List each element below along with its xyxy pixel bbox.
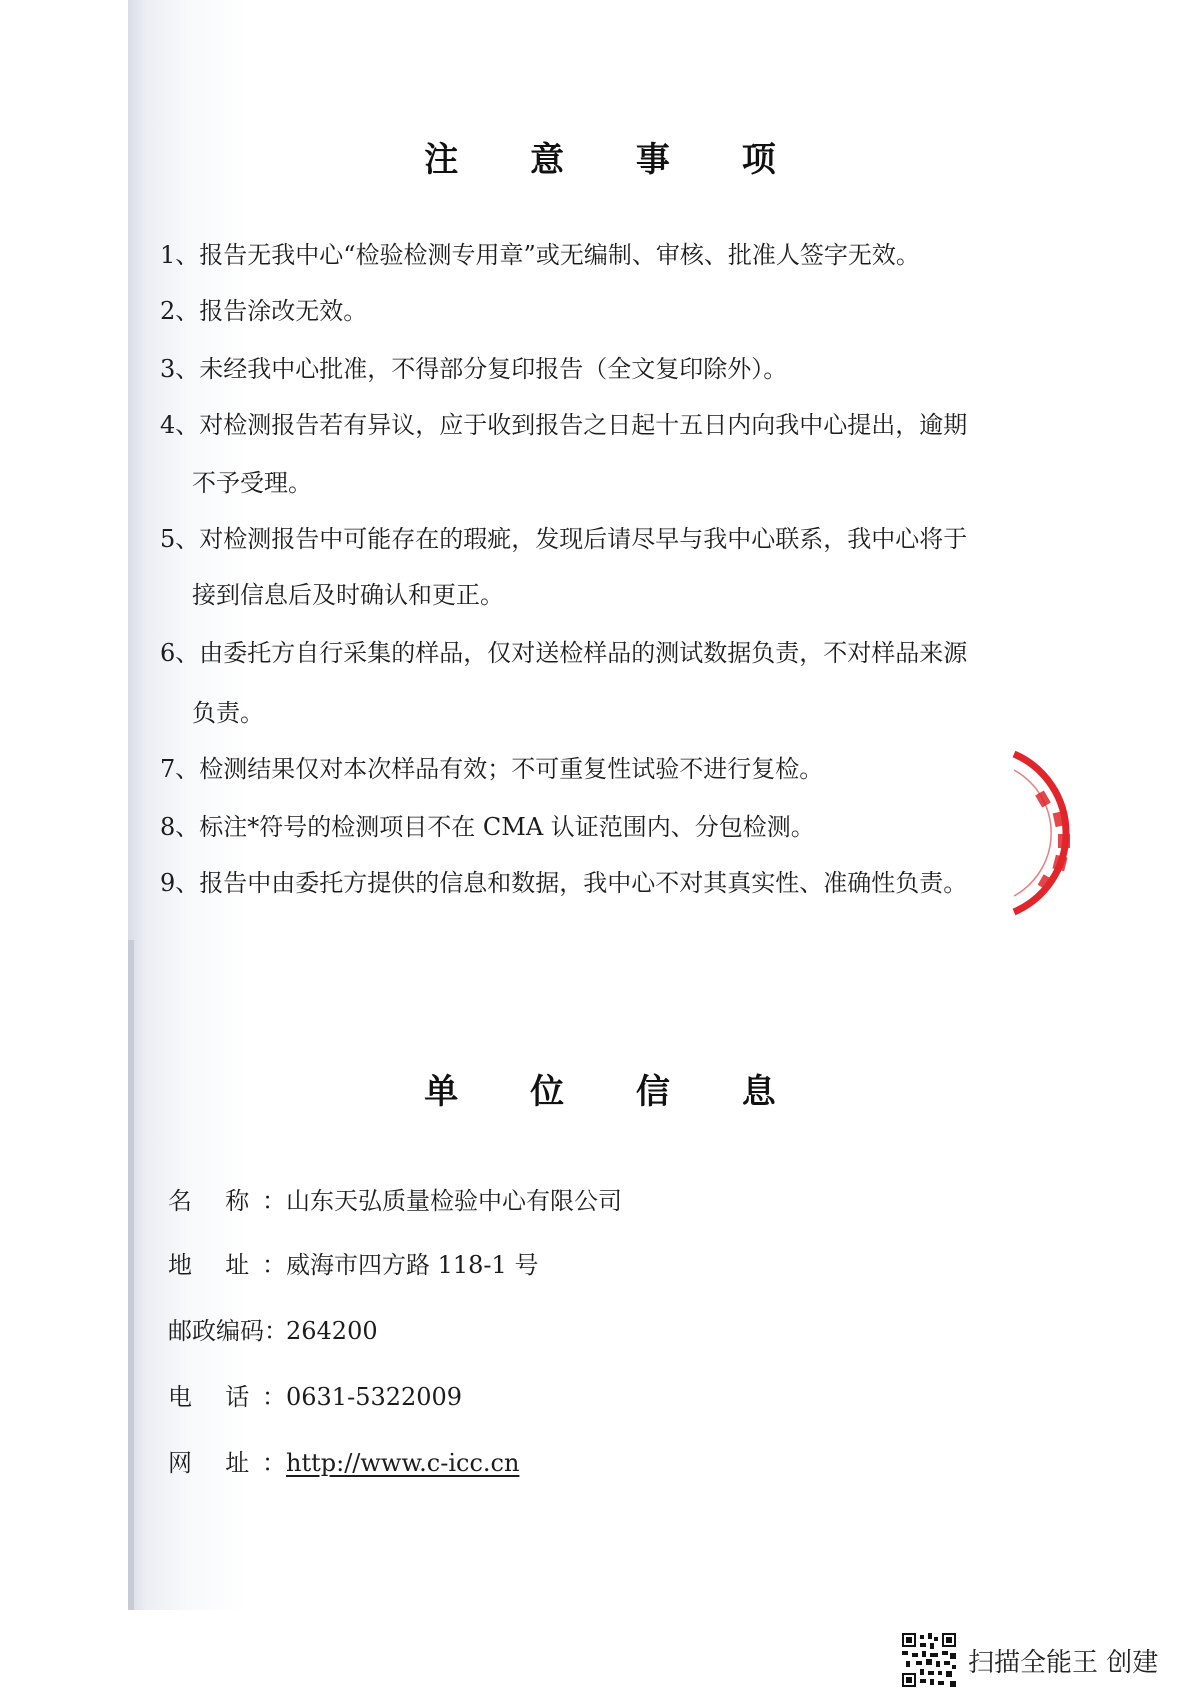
notice-item-6-continuation: 负责。 [192, 699, 264, 727]
notice-number: 4、 [160, 411, 200, 439]
notice-number: 2、 [160, 297, 200, 325]
postcode-row [168, 1316, 378, 1346]
notice-text: 未经我中心批准，不得部分复印报告（全文复印除外）。 [199, 355, 788, 383]
notice-text: 检测结果仅对本次样品有效；不可重复性试验不进行复检。 [199, 755, 824, 783]
company-name-value: 山东天弘质量检验中心有限公司 [286, 1187, 622, 1215]
notice-item-3 [160, 354, 787, 384]
website-label: 网 址： [168, 1449, 286, 1477]
company-name-label: 名 称： [168, 1187, 286, 1215]
notice-item-2 [160, 296, 367, 326]
notice-number: 8、 [160, 813, 200, 841]
notice-text: 由委托方自行采集的样品，仅对送检样品的测试数据负责，不对样品来源 [199, 639, 968, 667]
address-value: 威海市四方路 118-1 号 [286, 1251, 539, 1279]
postcode-label: 邮政编码： [168, 1317, 288, 1345]
phone-row [168, 1382, 462, 1412]
notice-number: 9、 [160, 869, 200, 897]
notice-text: 报告涂改无效。 [199, 297, 368, 325]
notice-item-5-continuation: 接到信息后及时确认和更正。 [192, 581, 504, 609]
notice-item-7 [160, 754, 823, 784]
unit-info-title: 单 位 信 息 [424, 1072, 806, 1112]
page-edge-shadow [128, 940, 134, 1610]
phone-label: 电 话： [168, 1383, 286, 1411]
notice-item-6 [160, 638, 967, 668]
watermark-text: 扫描全能王 创建 [968, 1647, 1159, 1678]
notice-item-1 [160, 240, 920, 270]
notices-title: 注 意 事 项 [424, 140, 806, 180]
notice-item-8 [160, 812, 815, 842]
website-link[interactable]: http://www.c-icc.cn [286, 1449, 520, 1477]
notice-item-5 [160, 524, 967, 554]
notice-item-4-continuation: 不予受理。 [192, 469, 312, 497]
notice-text: 对检测报告若有异议，应于收到报告之日起十五日内向我中心提出，逾期 [199, 411, 968, 439]
notice-item-9 [160, 868, 967, 898]
scanner-watermark [902, 1632, 1158, 1688]
postcode-value: 264200 [286, 1317, 378, 1345]
notice-number: 1、 [160, 241, 200, 269]
notice-item-4 [160, 410, 967, 440]
address-label: 地 址： [168, 1251, 286, 1279]
notice-number: 6、 [160, 639, 200, 667]
seal-ring [1014, 754, 1066, 912]
notice-number: 5、 [160, 525, 200, 553]
qr-code-icon [902, 1633, 956, 1687]
notice-text: 对检测报告中可能存在的瑕疵，发现后请尽早与我中心联系，我中心将于 [199, 525, 968, 553]
address-row [168, 1250, 538, 1280]
notice-text: 报告中由委托方提供的信息和数据，我中心不对其真实性、准确性负责。 [199, 869, 968, 897]
company-name-row [168, 1186, 622, 1216]
phone-value: 0631-5322009 [286, 1383, 463, 1411]
notice-text: 标注*符号的检测项目不在 CMA 认证范围内、分包检测。 [199, 813, 815, 841]
website-row [168, 1448, 519, 1478]
notice-text: 报告无我中心“检验检测专用章”或无编制、审核、批准人签字无效。 [199, 241, 920, 269]
company-seal-fragment [1010, 748, 1106, 918]
notice-number: 7、 [160, 755, 200, 783]
notice-number: 3、 [160, 355, 200, 383]
